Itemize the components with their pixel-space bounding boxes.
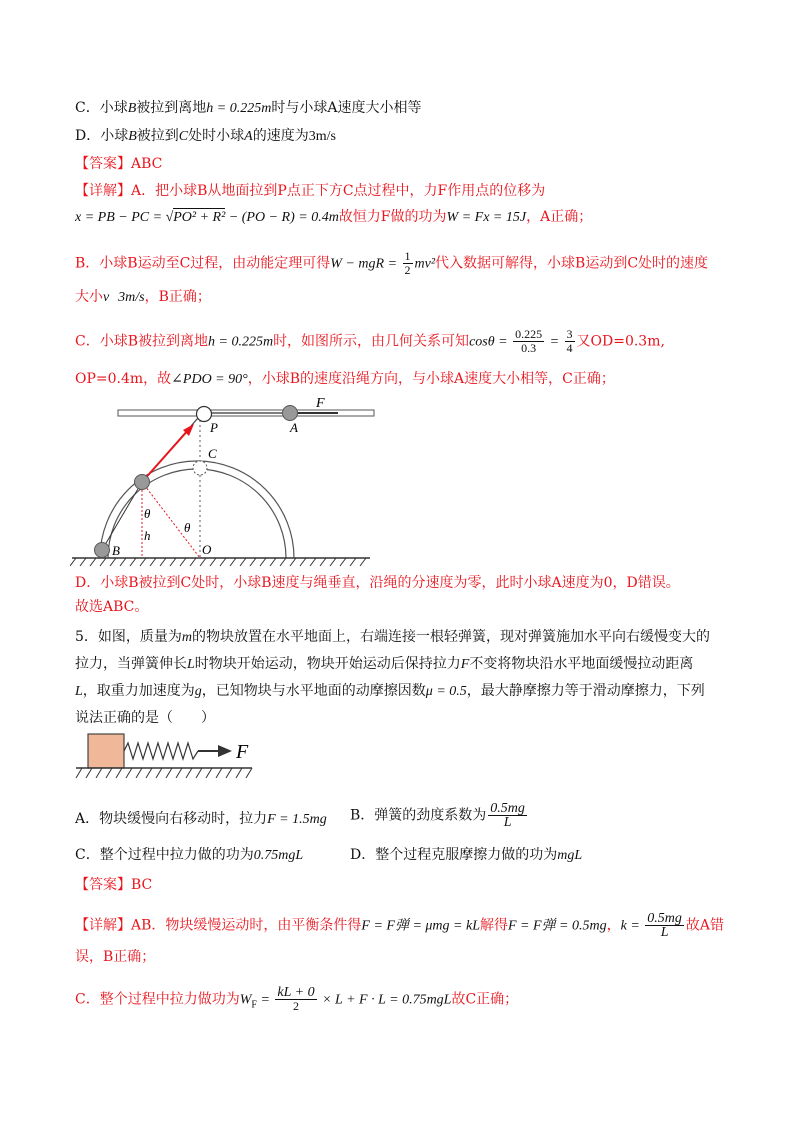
semicircle-track xyxy=(100,461,294,558)
q5-detail-ab-line2: 误，B正确； xyxy=(75,949,156,965)
ball-a xyxy=(283,406,298,421)
q5-option-d: D．整个过程克服摩擦力做的功为mgL xyxy=(350,847,583,863)
q4-option-c: C．小球B被拉到离地h = 0.225m时与小球A速度大小相等 xyxy=(75,100,422,116)
label-o: O xyxy=(202,542,212,557)
q4-detail-c-line2: OP=0.4m，故∠PDO = 90°，小球B的速度沿绳方向，与小球A速度大小相等，C正确； xyxy=(75,371,615,387)
label-force: F xyxy=(236,741,249,763)
q5-stem-line1: 5．如图，质量为m的物块放置在水平地面上，右端连接一根轻弹簧，现对弹簧施加水平向右缓慢变大的 xyxy=(75,629,711,645)
q4-detail-c-line1: C．小球B被拉到离地h = 0.225m时，如图所示，由几何关系可知cosθ = $\frac{0.225}{0.3}$ = $\frac{3}{4}$ 又OD=0.3m, xyxy=(75,327,665,355)
q4-detail-a-line2: x = PB − PC = √PO² + R² − (PO − R) = 0.4m故恒力F做的功为W = Fx = 15J，A正确； xyxy=(75,209,593,225)
q5-detail-ab-line1: 【详解】AB．物块缓慢运动时，由平衡条件得F = F弹 = μmg = kL解得F = F弹 = 0.5mg，k = $\frac{0.5mg}{L}$ 故A错 xyxy=(75,911,725,940)
q4-detail-b-line1: B．小球B运动至C过程，由动能定理可得W − mgR = $\frac{1}{2}$ mv²代入数据可解得，小球B运动到C处时的速度 xyxy=(75,249,709,277)
velocity-arrow xyxy=(142,428,190,482)
label-theta-1: θ xyxy=(144,506,151,521)
q4-option-d: D．小球B被拉到C处时小球A的速度为3m/s xyxy=(75,128,336,144)
spring xyxy=(124,743,198,759)
ball-b-on-arc xyxy=(135,475,150,490)
block xyxy=(88,734,124,768)
q5-stem-line4: 说法正确的是（ ） xyxy=(75,710,215,726)
q5-option-b: B．弹簧的劲度系数为 $\frac{0.5mg}{L}$ xyxy=(350,801,525,830)
q5-detail-c: C．整个过程中拉力做功为$W_F$ = $\frac{kL + 0}{2}$ × L + F · L = 0.75mgL故C正确； xyxy=(75,985,519,1013)
q5-stem-line2: 拉力，当弹簧伸长L时物块开始运动，物块开始运动后保持拉力F不变将物块沿水平地面缓慢拉动距离 xyxy=(75,656,694,672)
q4-answer: 【答案】ABC xyxy=(75,156,163,172)
q4-detail-b-line2: 大小v 3m/s，B正确； xyxy=(75,289,211,305)
q5-answer: 【答案】BC xyxy=(75,877,153,893)
label-a: A xyxy=(290,420,298,435)
label-c: C xyxy=(208,446,217,461)
label-theta-2: θ xyxy=(184,520,191,535)
q5-option-a: A．物块缓慢向右移动时，拉力F = 1.5mg xyxy=(75,811,327,827)
label-p: P xyxy=(210,420,218,435)
q5-option-c: C．整个过程中拉力做的功为0.75mgL xyxy=(75,847,304,863)
q4-detail-a-line1: 【详解】A．把小球B从地面拉到P点正下方C点过程中，力F作用点的位移为 xyxy=(75,183,546,199)
label-b: B xyxy=(112,543,120,558)
pulley-geometry-figure xyxy=(70,390,380,568)
label-f: F xyxy=(316,396,325,411)
label-h: h xyxy=(144,528,151,543)
block-spring-figure xyxy=(72,730,262,782)
ball-b xyxy=(95,543,110,558)
q4-detail-d: D．小球B被拉到C处时，小球B速度与绳垂直，沿绳的分速度为零，此时小球A速度为0，D错误。 xyxy=(75,575,680,591)
force-arrow-head xyxy=(218,745,232,757)
ball-c-position xyxy=(193,461,207,475)
q4-conclusion: 故选ABC。 xyxy=(75,599,149,615)
q5-stem-line3: L，取重力加速度为g，已知物块与水平地面的动摩擦因数μ = 0.5，最大静摩擦力等于滑动摩擦力，下列 xyxy=(75,683,705,699)
